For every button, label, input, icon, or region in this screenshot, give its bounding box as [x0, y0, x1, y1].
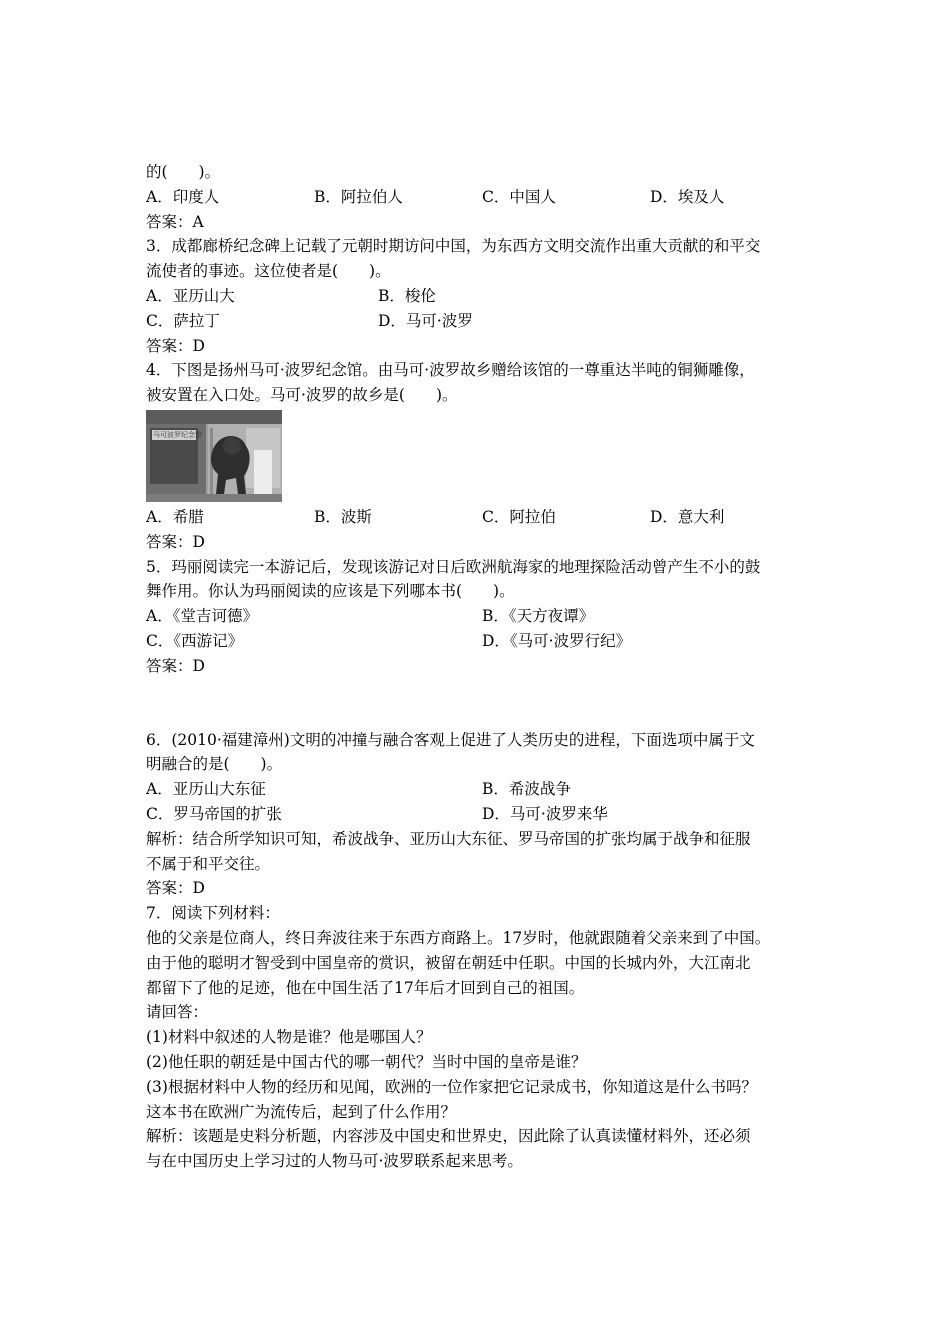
- q5-option-c: C．《西游记》: [146, 631, 244, 650]
- q7-question-2: (2)他任职的朝廷是中国古代的哪一朝代？当时中国的皇帝是谁？: [146, 1052, 587, 1071]
- q4-option-a: A．希腊: [146, 507, 204, 526]
- q6-answer: 答案：D: [146, 879, 205, 898]
- q6-analysis-line-1: 解析：结合所学知识可知，希波战争、亚历山大东征、罗马帝国的扩张均属于战争和征服: [146, 829, 751, 848]
- q6-option-a: A．亚历山大东征: [146, 780, 266, 799]
- q3-option-c: C．萨拉丁: [146, 311, 220, 330]
- q6-option-d: D．马可·波罗来华: [482, 804, 608, 823]
- q2-stem-tail: 的( )。: [146, 163, 221, 181]
- q3-stem-line-1: 3．成都廊桥纪念碑上记载了元朝时期访问中国，为东西方文明交流作出重大贡献的和平交: [146, 237, 761, 256]
- q2-option-a: A．印度人: [146, 187, 220, 206]
- q5-stem-line-2: 舞作用。你认为玛丽阅读的应该是下列哪本书( )。: [146, 582, 515, 601]
- q3-answer: 答案：D: [146, 336, 205, 355]
- q4-option-c: C．阿拉伯: [482, 507, 556, 526]
- q3-option-d: D．马可·波罗: [378, 311, 473, 330]
- q4-answer: 答案：D: [146, 532, 205, 551]
- document-page: [146, 160, 818, 1174]
- q2-options: [146, 185, 818, 210]
- q5-option-d: D．《马可·波罗行纪》: [482, 631, 632, 650]
- q6-stem-line-2: 明融合的是( )。: [146, 755, 283, 774]
- q7-analysis-line-1: 解析：该题是史料分析题，内容涉及中国史和世界史，因此除了认真读懂材料外，还必须: [146, 1127, 751, 1146]
- q6-stem-line-1: 6．(2010·福建漳州)文明的冲撞与融合客观上促进了人类历史的进程，下面选项中属于文: [146, 730, 755, 749]
- q4-option-d: D．意大利: [650, 507, 725, 526]
- q2-option-d: D．埃及人: [650, 187, 725, 206]
- q6-options-row-2: [146, 802, 818, 827]
- q6-option-b: B．希波战争: [482, 780, 571, 799]
- q7-stem: 7．阅读下列材料：: [146, 904, 280, 923]
- q5-option-b: B．《天方夜谭》: [482, 607, 595, 626]
- q4-stem-line-1: 4．下图是扬州马可·波罗纪念馆。由马可·波罗故乡赠给该馆的一尊重达半吨的铜狮雕像，: [146, 361, 755, 380]
- q4-options: [146, 505, 818, 530]
- q4-stem-line-2: 被安置在入口处。马可·波罗的故乡是( )。: [146, 386, 458, 405]
- memorial-hall-photo: [146, 410, 282, 502]
- q4-option-b: B．波斯: [314, 507, 372, 526]
- q7-analysis-line-2: 与在中国历史上学习过的人物马可·波罗联系起来思考。: [146, 1152, 523, 1171]
- q6-analysis-line-2: 不属于和平交往。: [146, 854, 271, 873]
- q3-options-row-1: [146, 284, 818, 309]
- q7-prompt: 请回答：: [146, 1003, 209, 1022]
- q3-option-b: B．梭伦: [378, 286, 436, 305]
- q7-question-3-cont: 这本书在欧洲广为流传后，起到了什么作用？: [146, 1102, 457, 1121]
- q7-material-line-2: 由于他的聪明才智受到中国皇帝的赏识，被留在朝廷中任职。中国的长城内外，大江南北: [146, 953, 751, 972]
- photo-caption-text: 马可波罗纪念馆: [153, 430, 202, 439]
- q2-option-b: B．阿拉伯人: [314, 187, 403, 206]
- q5-options-row-2: [146, 629, 818, 654]
- q3-option-a: A．亚历山大: [146, 286, 235, 305]
- q2-option-c: C．中国人: [482, 187, 556, 206]
- q5-option-a: A．《堂吉诃德》: [146, 607, 258, 626]
- q2-answer: 答案：A: [146, 212, 204, 231]
- q3-options-row-2: [146, 309, 818, 334]
- lion-statue-image: [146, 410, 282, 502]
- q7-question-3: (3)根据材料中人物的经历和见闻，欧洲的一位作家把它记录成书，你知道这是什么书吗？: [146, 1077, 757, 1096]
- q5-answer: 答案：D: [146, 656, 205, 675]
- section-gap: [146, 679, 818, 728]
- q6-option-c: C．罗马帝国的扩张: [146, 804, 282, 823]
- q5-stem-line-1: 5．玛丽阅读完一本游记后，发现该游记对日后欧洲航海家的地理探险活动曾产生不小的鼓: [146, 557, 761, 576]
- q6-options-row-1: [146, 777, 818, 802]
- q5-options-row-1: [146, 604, 818, 629]
- q7-material-line-3: 都留下了他的足迹，他在中国生活了17年后才回到自己的祖国。: [146, 978, 585, 997]
- q7-material-line-1: 他的父亲是位商人，终日奔波往来于东西方商路上。17岁时，他就跟随着父亲来到了中国。: [146, 928, 771, 947]
- q3-stem-line-2: 流使者的事迹。这位使者是( )。: [146, 262, 391, 281]
- q7-question-1: (1)材料中叙述的人物是谁？他是哪国人？: [146, 1028, 432, 1047]
